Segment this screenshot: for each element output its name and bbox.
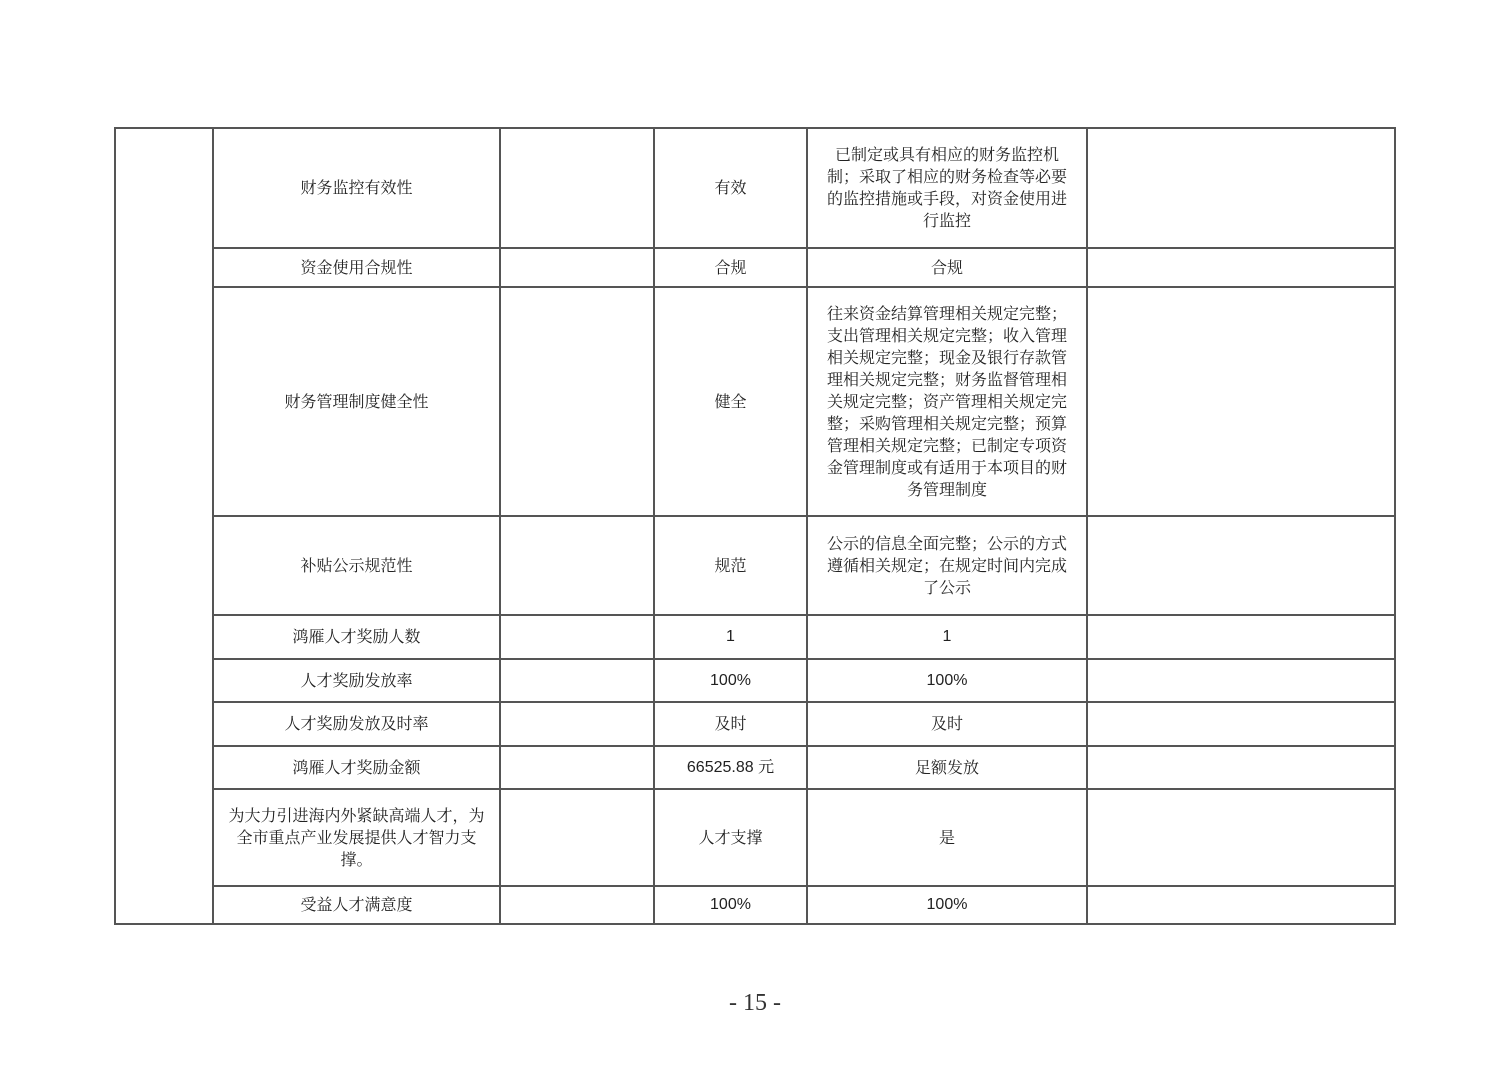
table-row	[115, 886, 1395, 924]
actual-cell: 66525.88 元	[654, 746, 807, 789]
target-cell	[500, 248, 654, 287]
note-cell: 已制定或具有相应的财务监控机制；采取了相应的财务检查等必要的监控措施或手段，对资金使用进行监控	[807, 128, 1087, 248]
performance-table	[114, 127, 1396, 925]
table-row	[115, 128, 1395, 248]
actual-cell: 1	[654, 615, 807, 659]
target-cell	[500, 746, 654, 789]
remark-cell	[1087, 516, 1395, 615]
page-number: - 15 -	[729, 990, 781, 1016]
indicator-cell: 补贴公示规范性	[213, 516, 500, 615]
actual-cell: 健全	[654, 287, 807, 516]
indicator-cell: 人才奖励发放及时率	[213, 702, 500, 746]
remark-cell	[1087, 659, 1395, 702]
table-row	[115, 287, 1395, 516]
remark-cell	[1087, 746, 1395, 789]
table-row	[115, 659, 1395, 702]
target-cell	[500, 287, 654, 516]
note-cell: 合规	[807, 248, 1087, 287]
remark-cell	[1087, 886, 1395, 924]
table-row	[115, 746, 1395, 789]
remark-cell	[1087, 789, 1395, 886]
indicator-cell: 财务管理制度健全性	[213, 287, 500, 516]
actual-cell: 人才支撑	[654, 789, 807, 886]
target-cell	[500, 128, 654, 248]
actual-cell: 规范	[654, 516, 807, 615]
actual-cell: 合规	[654, 248, 807, 287]
actual-cell: 有效	[654, 128, 807, 248]
actual-cell: 及时	[654, 702, 807, 746]
indicator-cell: 为大力引进海内外紧缺高端人才，为全市重点产业发展提供人才智力支撑。	[213, 789, 500, 886]
indicator-cell: 鸿雁人才奖励人数	[213, 615, 500, 659]
indicator-cell: 人才奖励发放率	[213, 659, 500, 702]
indicator-cell: 鸿雁人才奖励金额	[213, 746, 500, 789]
remark-cell	[1087, 615, 1395, 659]
note-cell: 100%	[807, 659, 1087, 702]
remark-cell	[1087, 128, 1395, 248]
note-cell: 及时	[807, 702, 1087, 746]
remark-cell	[1087, 287, 1395, 516]
target-cell	[500, 789, 654, 886]
table-row	[115, 789, 1395, 886]
note-cell: 足额发放	[807, 746, 1087, 789]
indicator-cell: 受益人才满意度	[213, 886, 500, 924]
target-cell	[500, 659, 654, 702]
target-cell	[500, 615, 654, 659]
remark-cell	[1087, 702, 1395, 746]
actual-cell: 100%	[654, 659, 807, 702]
actual-cell: 100%	[654, 886, 807, 924]
table-row	[115, 615, 1395, 659]
table-row	[115, 516, 1395, 615]
target-cell	[500, 702, 654, 746]
note-cell: 100%	[807, 886, 1087, 924]
indicator-cell: 资金使用合规性	[213, 248, 500, 287]
table-row	[115, 702, 1395, 746]
note-cell: 1	[807, 615, 1087, 659]
merged-category-cell	[115, 128, 213, 924]
remark-cell	[1087, 248, 1395, 287]
note-cell: 往来资金结算管理相关规定完整；支出管理相关规定完整；收入管理相关规定完整；现金及银行存款管理相关规定完整；财务监督管理相关规定完整；资产管理相关规定完整；采购管理相关规定完整；预算管理相关规定完整；已制定专项资金管理制度或有适用于本项目的财务管理制度	[807, 287, 1087, 516]
indicator-cell: 财务监控有效性	[213, 128, 500, 248]
note-cell: 公示的信息全面完整；公示的方式遵循相关规定；在规定时间内完成了公示	[807, 516, 1087, 615]
target-cell	[500, 516, 654, 615]
table-row	[115, 248, 1395, 287]
note-cell: 是	[807, 789, 1087, 886]
target-cell	[500, 886, 654, 924]
